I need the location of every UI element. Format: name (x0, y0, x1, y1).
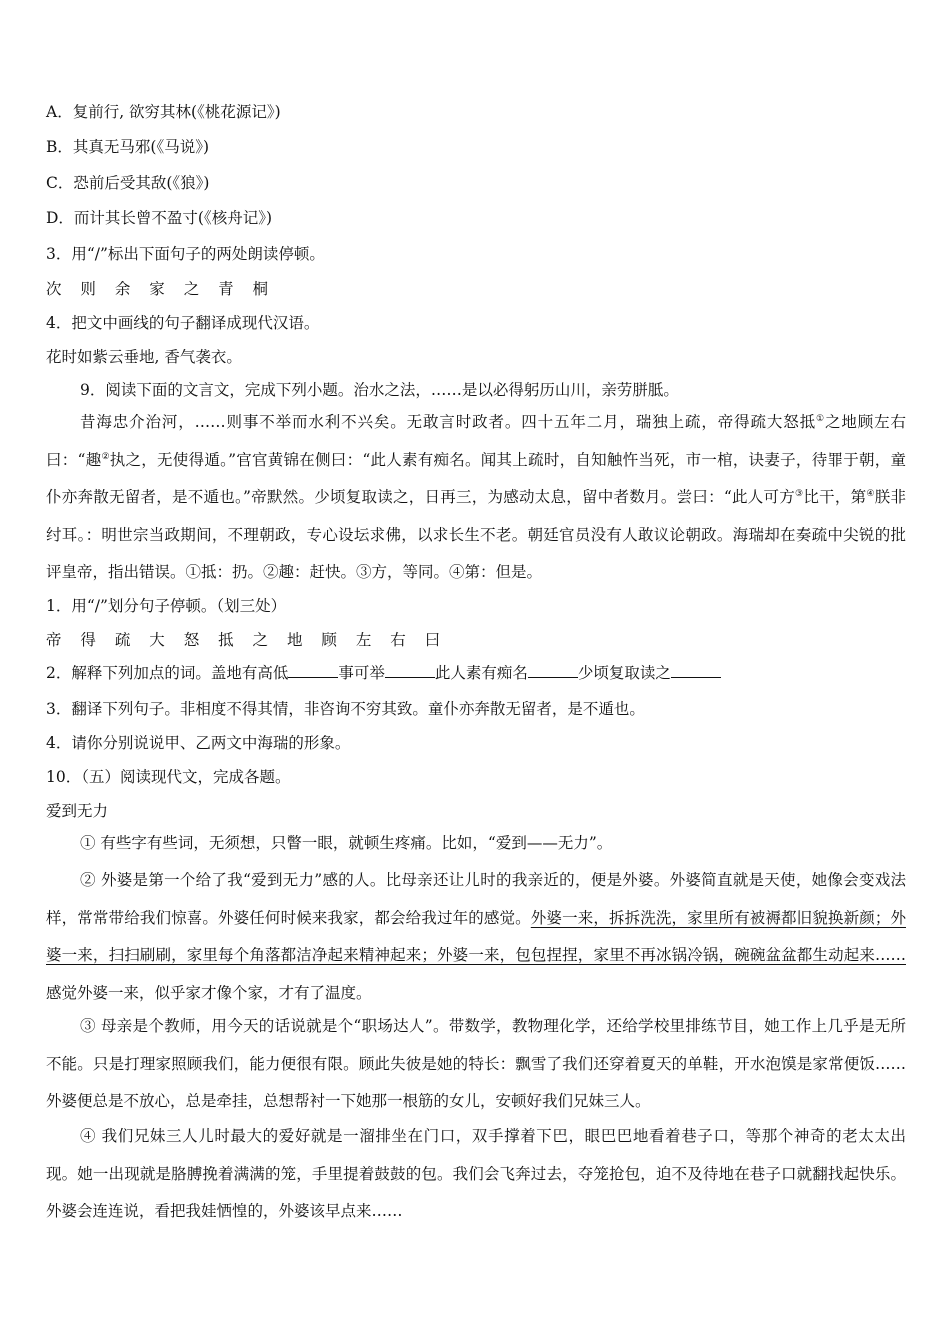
paragraph-2-text-pre: ② 外婆是第一个给了我“爱到无力”感的人。比母亲还让儿时的我亲近的，便是外婆。外婆简直就是天使，她像会变戏法样，常常带给我们惊喜。外婆任何时候来我家，都会给我过年的感觉。 (46, 871, 906, 927)
q9-2-item-1: 盖地有高低 (210, 664, 289, 682)
passage-seg-2: 之地顾左右曰：“趣 (46, 413, 906, 469)
q9-2-item-4: 少顷复取读之 (577, 664, 671, 682)
q3-sentence: 次 则 余 家 之 青 桐 (46, 280, 276, 298)
answer-blank-1[interactable] (288, 663, 338, 678)
essay-paragraph-1: ① 有些字有些词，无须想，只瞥一眼，就顿生疼痛。比如，“爱到——无力”。 (80, 834, 613, 852)
q10-intro: 10．（五）阅读现代文，完成各题。 (46, 768, 291, 786)
q9-2-item-2: 事可举 (338, 664, 385, 682)
q4-prompt: 4．把文中画线的句子翻译成现代汉语。 (46, 314, 320, 332)
passage-seg-5: 朕非纣耳。：明世宗当政期间，不理朝政，专心设坛求佛，以求长生不老。朝廷官员没有人敢议论朝政。海瑞却在奏疏中尖锐的批评皇帝，指出错误。①抵：扔。②趣：赶快。③方，等同。④第：但是。 (46, 488, 906, 581)
q9-2-label: 2．解释下列加点的词。 (46, 664, 211, 682)
answer-blank-3[interactable] (528, 663, 578, 678)
q3-prompt: 3．用“/”标出下面句子的两处朗读停顿。 (46, 245, 325, 263)
essay-paragraph-3: ③ 母亲是个教师，用今天的话说就是个“职场达人”。带数学，教物理化学，还给学校里排练节目，她工作上几乎是无所不能。只是打理家照顾我们，能力便很有限。顾此失彼是她的特长：飘雪了我们还穿着夏天的单鞋，开水泡馍是家常便饭……外婆便总是不放心，总是牵挂，总想帮衬一下她那一根筋的女儿，安顿好我们兄妹三人。 (46, 1017, 906, 1110)
answer-blank-2[interactable] (385, 663, 435, 678)
option-c: C．恐前后受其敌(《狼》) (46, 174, 210, 192)
underlined-sentence: 外婆一来，拆拆洗洗，家里所有被褥都旧貌换新颜；外婆一来，扫扫刷刷，家里每个角落都洁净起来精神起来；外婆一来，包包捏捏，家里不再冰锅冷锅，碗碗盆盆都生动起来…… (46, 908, 906, 964)
option-a: A．复前行, 欲穷其林(《桃花源记》) (46, 103, 281, 121)
answer-blank-4[interactable] (671, 663, 721, 678)
passage-seg-1: 昔海忠介治河，……则事不举而水利不兴矣。无敢言时政者。四十五年二月，瑞独上疏，帝得疏大怒抵 (80, 413, 817, 431)
footnote-mark-2: ② (101, 451, 110, 462)
q9-4-prompt: 4．请你分别说说甲、乙两文中海瑞的形象。 (46, 734, 351, 752)
paragraph-2-text-post: 感觉外婆一来，似乎家才像个家，才有了温度。 (46, 983, 372, 1002)
q9-intro: 9．阅读下面的文言文，完成下列小题。治水之法，……是以必得躬历山川，亲劳胼胝。 (80, 381, 679, 399)
essay-paragraph-4: ④ 我们兄妹三人儿时最大的爱好就是一溜排坐在门口，双手撑着下巴，眼巴巴地看着巷子口，等那个神奇的老太太出现。她一出现就是胳膊挽着满满的笼，手里提着鼓鼓的包。我们会飞奔过去，夺笼抢包，迫不及待地在巷子口就翻找起快乐。外婆会连连说，看把我娃恓惶的，外婆该早点来…… (46, 1127, 906, 1220)
q9-2-prompt (46, 663, 906, 683)
q4-sentence: 花时如紫云垂地, 香气袭衣。 (46, 348, 242, 366)
q9-1-sentence: 帝 得 疏 大 怒 抵 之 地 顾 左 右 曰 (46, 631, 448, 649)
q9-2-item-3: 此人素有痴名 (434, 664, 528, 682)
passage-seg-3: 执之，无使得遁。”官官黄锦在侧曰：“此人素有痴名。闻其上疏时，自知触忤当死，市一棺，诀妻子，待罪于朝，童仆亦奔散无留者，是不遁也。”帝默然。少顷复取读之，日再三，为感动太息，留中者数月。尝曰：“此人可方 (46, 450, 906, 506)
essay-paragraph-2 (46, 862, 906, 1012)
q9-1-prompt: 1．用“/”划分句子停顿。（划三处） (46, 597, 287, 615)
option-b: B．其真无马邪(《马说》) (46, 138, 209, 156)
footnote-mark-1: ① (816, 413, 825, 424)
essay-title: 爱到无力 (46, 802, 109, 820)
q9-3-prompt: 3．翻译下列句子。非相度不得其情，非咨询不穷其致。童仆亦奔散无留者，是不遁也。 (46, 700, 645, 718)
q9-passage (46, 404, 906, 594)
footnote-mark-4: ④ (866, 488, 875, 499)
option-d: D．而计其长曾不盈寸(《核舟记》) (46, 209, 273, 227)
footnote-mark-3: ③ (795, 488, 804, 499)
passage-seg-4: 比干，第 (803, 488, 867, 506)
